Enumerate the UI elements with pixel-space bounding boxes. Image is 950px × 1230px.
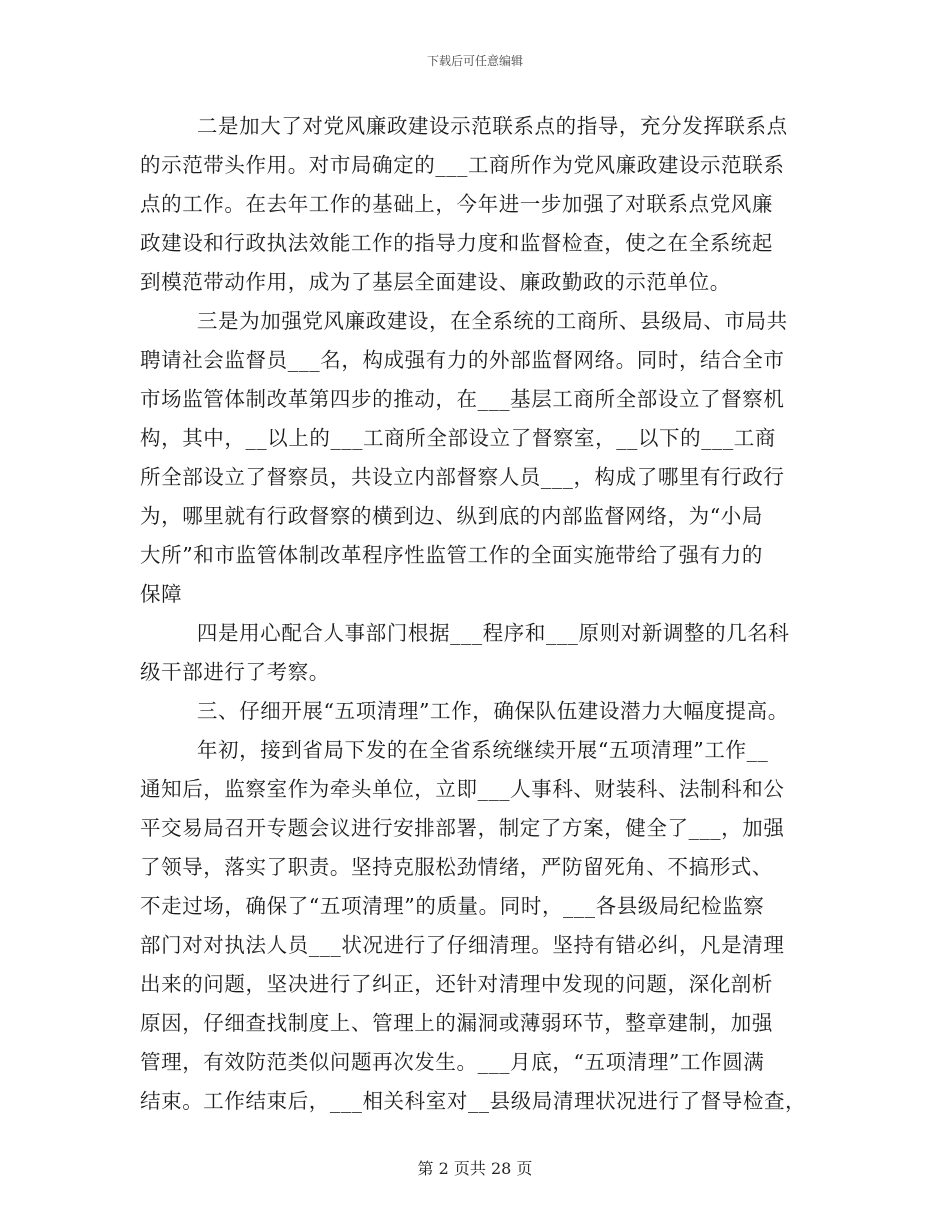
text-line: 四是用心配合人事部门根据___程序和___原则对新调整的几名科: [140, 621, 790, 645]
text-line: 通知后，监察室作为牵头单位，立即___人事科、财装科、法制科和公: [140, 777, 785, 801]
text-line: 到模范带动作用，成为了基层全面建设、廉政勤政的示范单位。: [140, 270, 731, 294]
text-line: 级干部进行了考察。: [140, 660, 330, 684]
text-line: 结束。工作结束后，___相关科室对__县级局清理状况进行了督导检查，: [140, 1089, 807, 1113]
text-line: 部门对对执法人员___状况进行了仔细清理。坚持有错必纠，凡是清理: [140, 933, 785, 957]
text-line: 年初，接到省局下发的在全省系统继续开展“五项清理”工作__: [140, 738, 769, 762]
text-line: 为，哪里就有行政督察的横到边、纵到底的内部监督网络，为“小局: [140, 504, 763, 528]
body-text: [140, 107, 830, 1121]
text-line: 的示范带头作用。对市局确定的___工商所作为党风廉政建设示范联系: [140, 153, 785, 177]
text-line: 政建设和行政执法效能工作的指导力度和监督检查，使之在全系统起: [140, 231, 773, 255]
text-line: 所全部设立了督察员，共设立内部督察人员___，构成了哪里有行政行: [140, 465, 785, 489]
text-line: 市场监管体制改革第四步的推动，在___基层工商所全部设立了督察机: [140, 387, 785, 411]
text-line: 三是为加强党风廉政建设，在全系统的工商所、县级局、市局共: [140, 309, 788, 333]
text-line: 出来的问题，坚决进行了纠正，还针对清理中发现的问题，深化剖析: [140, 972, 773, 996]
page-header: 下载后可任意编辑: [426, 54, 523, 68]
text-line: 构，其中，__以上的___工商所全部设立了督察室，__以下的___工商: [140, 426, 776, 450]
text-line: 点的工作。在去年工作的基础上，今年进一步加强了对联系点党风廉: [140, 192, 773, 216]
text-line: 三、仔细开展“五项清理”工作，确保队伍建设潜力大幅度提高。: [140, 699, 789, 723]
text-line: 原因，仔细查找制度上、管理上的漏洞或薄弱环节，整章建制，加强: [140, 1011, 773, 1035]
text-line: 平交易局召开专题会议进行安排部署，制定了方案，健全了___，加强: [140, 816, 785, 840]
text-line: 保障: [140, 582, 183, 606]
text-line: 大所”和市监管体制改革程序性监管工作的全面实施带给了强有力的: [140, 543, 763, 567]
text-line: 不走过场，确保了“五项清理”的质量。同时，___各县级局纪检监察: [140, 894, 765, 918]
text-line: 二是加大了对党风廉政建设示范联系点的指导，充分发挥联系点: [140, 114, 788, 138]
text-line: 了领导，落实了职责。坚持克服松劲情绪，严防留死角、不搞形式、: [140, 855, 773, 879]
text-line: 管理，有效防范类似问题再次发生。___月底，“五项清理”工作圆满: [140, 1050, 765, 1074]
text-line: 聘请社会监督员___名，构成强有力的外部监督网络。同时，结合全市: [140, 348, 785, 372]
page-footer: 第 2 页共 28 页: [417, 1159, 533, 1178]
